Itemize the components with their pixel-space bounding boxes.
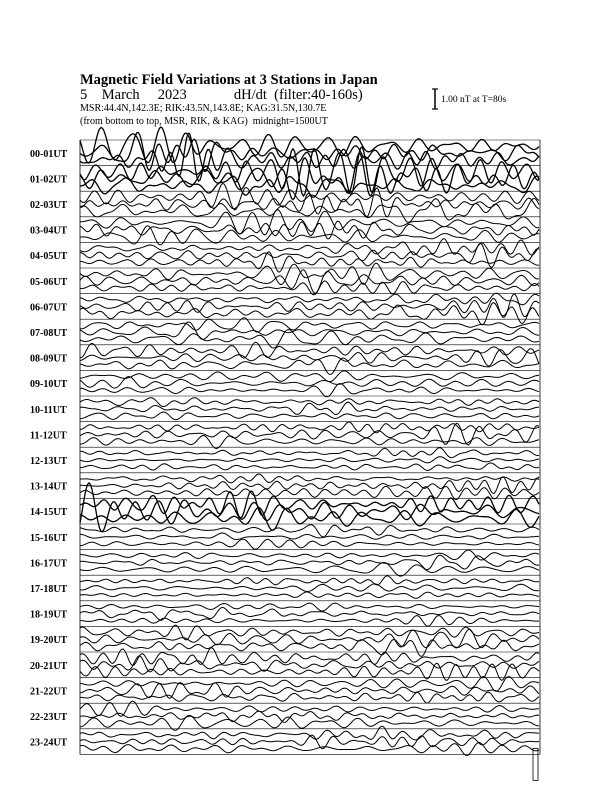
trace-rik-row-18	[80, 607, 539, 620]
trace-rik-row-23	[80, 735, 539, 748]
trace-kag-row-18	[80, 603, 539, 611]
trace-rik-row-10	[80, 402, 539, 414]
trace-kag-row-17	[80, 576, 539, 585]
trace-msr-row-22	[80, 715, 539, 730]
row-label: 01-02UT	[30, 174, 68, 186]
trace-kag-row-23	[80, 726, 539, 740]
chart-date-line: 5 March 2023 dH/dt (filter:40-160s)	[80, 87, 363, 103]
row-label: 22-23UT	[30, 712, 68, 723]
row-label: 07-08UT	[30, 328, 68, 339]
row-label: 06-07UT	[30, 302, 68, 314]
trace-kag-row-10	[80, 398, 539, 407]
trace-msr-row-23	[80, 742, 539, 755]
trace-rik-row-21	[80, 683, 539, 699]
row-label: 16-17UT	[30, 558, 68, 570]
trace-kag-row-14	[80, 491, 539, 518]
trace-msr-row-17	[80, 592, 539, 598]
trace-msr-row-0	[80, 133, 539, 181]
trace-kag-row-20	[80, 648, 539, 666]
row-label: 04-05UT	[30, 251, 68, 263]
trace-kag-row-16	[80, 550, 539, 560]
row-label: 11-12UT	[30, 430, 67, 442]
end-marker	[533, 748, 538, 780]
station-coordinates: MSR:44.4N,142.3E; RIK:43.5N,143.8E; KAG:31.5N,130.7E	[80, 103, 327, 114]
trace-kag-row-3	[80, 210, 539, 235]
trace-kag-row-4	[80, 239, 539, 255]
trace-msr-row-19	[80, 640, 539, 657]
trace-msr-row-2	[80, 198, 539, 222]
row-label: 05-06UT	[30, 276, 68, 288]
row-label: 21-22UT	[30, 686, 68, 698]
row-label: 23-24UT	[30, 737, 68, 749]
trace-rik-row-17	[80, 584, 539, 592]
trace-kag-row-0	[80, 127, 539, 163]
trace-msr-row-12	[80, 463, 539, 471]
trace-kag-row-19	[80, 625, 539, 640]
chart-title: Magnetic Field Variations at 3 Stations in Japan	[80, 72, 378, 88]
row-label: 10-11UT	[30, 404, 67, 416]
row-label: 09-10UT	[30, 379, 68, 391]
trace-msr-row-13	[80, 486, 539, 499]
row-label: 08-09UT	[30, 353, 68, 365]
trace-kag-row-6	[80, 293, 539, 305]
row-label: 02-03UT	[30, 200, 68, 211]
trace-rik-row-8	[80, 349, 539, 366]
trace-msr-row-18	[80, 616, 539, 627]
row-label: 14-15UT	[30, 507, 68, 519]
row-label: 19-20UT	[30, 635, 68, 647]
row-label: 13-14UT	[30, 481, 68, 493]
trace-kag-row-7	[80, 318, 539, 332]
trace-kag-row-9	[80, 371, 539, 382]
trace-msr-row-7	[80, 330, 539, 349]
trace-msr-row-11	[80, 436, 539, 449]
row-label: 15-16UT	[30, 532, 68, 544]
trace-rik-row-20	[80, 656, 539, 672]
trace-kag-row-11	[80, 422, 539, 433]
trace-rik-row-12	[80, 457, 539, 463]
trace-kag-row-12	[80, 448, 539, 458]
trace-msr-row-8	[80, 358, 539, 375]
row-label: 12-13UT	[30, 456, 68, 467]
row-label: 03-04UT	[30, 225, 68, 237]
row-label: 17-18UT	[30, 584, 68, 595]
trace-msr-row-10	[80, 412, 539, 420]
row-label: 00-01UT	[30, 148, 68, 160]
scale-label: 1.00 nT at T=80s	[441, 95, 507, 105]
row-label: 18-19UT	[30, 609, 68, 621]
trace-rik-row-6	[80, 294, 539, 317]
station-order-note: (from bottom to top, MSR, RIK, & KAG) midnight=1500UT	[80, 116, 328, 127]
trace-msr-row-15	[80, 539, 539, 549]
row-label: 20-21UT	[30, 660, 68, 672]
trace-kag-row-2	[80, 184, 539, 210]
trace-rik-row-9	[80, 377, 539, 389]
trace-kag-row-21	[80, 677, 539, 692]
trace-rik-row-15	[80, 533, 539, 540]
